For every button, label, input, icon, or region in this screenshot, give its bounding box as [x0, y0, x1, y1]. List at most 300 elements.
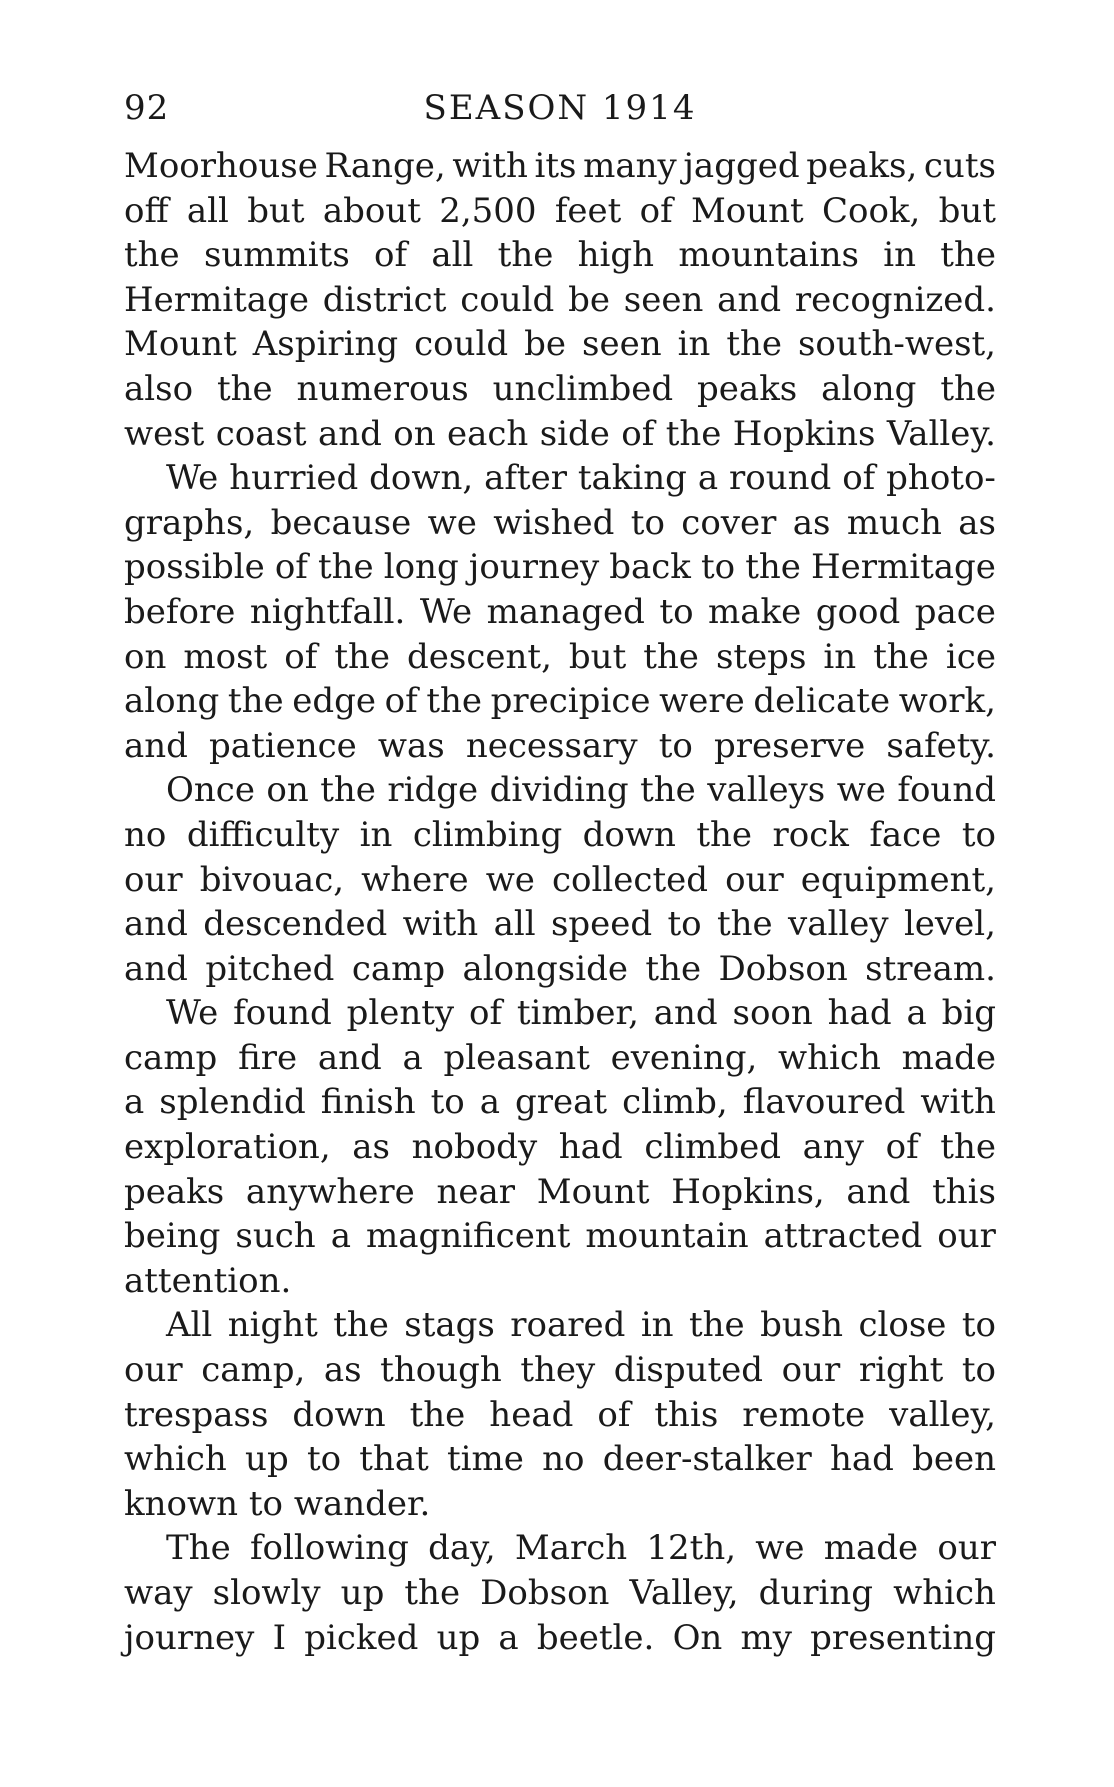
word: the: [497, 235, 554, 276]
word: the: [726, 324, 783, 365]
word: plenty: [346, 993, 455, 1034]
word: no: [124, 814, 167, 855]
word: was: [377, 725, 445, 766]
word: the: [688, 1305, 745, 1346]
word: district: [322, 279, 447, 320]
word: in: [823, 636, 857, 677]
word: the: [227, 681, 284, 722]
word: camp: [351, 948, 446, 989]
word: along: [124, 681, 220, 722]
word: mountain: [585, 1216, 749, 1257]
word: this: [932, 1171, 996, 1212]
text-line: [124, 1437, 996, 1482]
word: of: [885, 1127, 919, 1168]
word: as: [958, 502, 996, 543]
word: the: [696, 814, 753, 855]
word: could: [460, 279, 555, 320]
word: a: [697, 458, 719, 499]
word: any: [802, 1127, 864, 1168]
word: make: [708, 591, 802, 632]
word: our: [937, 1216, 996, 1257]
word: during: [758, 1573, 874, 1613]
word: big: [941, 993, 996, 1034]
word: had: [558, 1127, 623, 1168]
word: our: [937, 1528, 996, 1569]
word: a: [124, 1082, 145, 1123]
word: cover: [681, 502, 777, 543]
word: where: [361, 859, 469, 900]
word: equipment,: [800, 859, 996, 900]
text-line: [124, 412, 996, 457]
word: could: [414, 324, 509, 365]
text-line: [124, 1348, 996, 1393]
word: trespass: [124, 1394, 269, 1435]
word: Mount: [536, 1171, 650, 1212]
text-line: [124, 813, 996, 858]
text-line: [124, 858, 996, 903]
word: way: [124, 1573, 193, 1613]
word: delicate: [753, 681, 891, 722]
word: face: [869, 814, 942, 855]
word: a: [330, 1216, 351, 1257]
word: to: [659, 591, 694, 632]
word: a: [498, 1617, 519, 1658]
word: anywhere: [245, 1171, 415, 1212]
word: and: [124, 904, 188, 945]
word: down: [292, 1394, 386, 1435]
word: the: [873, 636, 929, 677]
word: were: [659, 681, 745, 722]
word: up: [245, 1439, 289, 1480]
word: great: [515, 1082, 608, 1123]
word: climbing: [412, 814, 563, 855]
word: with: [452, 146, 528, 186]
word: head: [489, 1394, 574, 1435]
text-line: [124, 947, 996, 992]
word: had: [829, 1439, 894, 1480]
word: feet: [554, 190, 622, 231]
word: graphs,: [124, 502, 255, 543]
word: descent,: [407, 636, 552, 677]
word: Valley,: [629, 1573, 739, 1613]
word: side: [539, 413, 610, 454]
word: to: [306, 1439, 342, 1480]
word: Valley.: [886, 413, 996, 454]
word: up: [436, 1617, 481, 1658]
word: cuts: [923, 146, 996, 186]
word: the: [333, 1305, 389, 1346]
word: roared: [510, 1305, 626, 1346]
word: flavoured: [742, 1082, 906, 1123]
word: of: [374, 235, 408, 276]
word: Hermitage: [810, 547, 996, 588]
word: my: [740, 1617, 792, 1658]
text-line: [124, 144, 996, 189]
text-line: [124, 1616, 996, 1661]
word: found: [897, 770, 996, 811]
word: but: [568, 636, 627, 677]
word: as: [323, 1350, 362, 1391]
text-line: [124, 189, 996, 234]
word: Aspiring: [252, 324, 399, 365]
word: 12th,: [646, 1528, 737, 1569]
word: Mount: [690, 190, 804, 231]
word: all: [431, 235, 474, 276]
word: but: [247, 190, 305, 231]
word: bivouac,: [199, 859, 345, 900]
word: of: [284, 636, 318, 677]
word: and: [124, 725, 188, 766]
word: wished: [493, 502, 615, 543]
word: alongside: [462, 948, 629, 989]
word: all: [493, 904, 536, 945]
text-line: [124, 501, 996, 546]
word: wander.: [293, 1483, 431, 1524]
word: the: [645, 948, 702, 989]
word: such: [235, 1216, 316, 1257]
word: presenting: [810, 1617, 996, 1658]
word: the: [745, 547, 801, 588]
word: to: [658, 725, 693, 766]
word: no: [542, 1439, 585, 1480]
text-line: [124, 367, 996, 412]
word: Cook,: [821, 190, 921, 231]
text-line: [124, 902, 996, 947]
word: the: [940, 1127, 996, 1168]
word: precipice: [490, 681, 651, 722]
word: following: [249, 1528, 409, 1569]
word: seen: [582, 324, 662, 365]
word: in: [677, 324, 711, 365]
word: pitched: [205, 948, 335, 989]
word: the: [940, 368, 996, 409]
text-line: [124, 991, 996, 1036]
word: after: [484, 458, 567, 499]
word: collected: [552, 859, 708, 900]
word: level,: [903, 904, 996, 945]
word: night: [227, 1305, 318, 1346]
word: high: [577, 235, 655, 276]
word: close: [858, 1305, 947, 1346]
word: the: [317, 547, 374, 588]
word: valley: [788, 904, 889, 945]
word: with: [920, 1082, 996, 1123]
word: nightfall.: [249, 591, 406, 632]
word: down,: [369, 458, 474, 499]
word: journey: [468, 547, 600, 588]
word: and: [846, 1171, 911, 1212]
word: because: [270, 502, 412, 543]
word: back: [609, 547, 691, 588]
word: before: [124, 591, 236, 632]
text-line: [124, 1259, 996, 1304]
word: beetle.: [536, 1617, 655, 1658]
word: in: [359, 814, 393, 855]
text-line: [124, 1571, 996, 1616]
word: on: [124, 636, 167, 677]
word: possible: [124, 547, 265, 588]
word: March: [514, 1528, 628, 1569]
word: ice: [945, 636, 996, 677]
word: safety.: [886, 725, 996, 766]
word: and: [717, 279, 782, 320]
word: the: [320, 770, 376, 811]
word: finish: [320, 1082, 416, 1123]
word: we: [836, 770, 886, 811]
word: and: [653, 993, 718, 1034]
text-line: [124, 590, 996, 635]
word: of: [384, 681, 418, 722]
word: camp: [124, 1037, 218, 1078]
word: valleys: [707, 770, 826, 811]
text-line: [124, 233, 996, 278]
word: its: [534, 146, 577, 186]
word: to: [667, 904, 702, 945]
word: the: [940, 235, 996, 276]
word: our: [124, 859, 183, 900]
word: edge: [292, 681, 376, 722]
word: up: [340, 1573, 385, 1613]
text-line: [124, 322, 996, 367]
word: on: [393, 413, 436, 454]
word: stream.: [865, 948, 996, 989]
word: 2,500: [439, 190, 537, 231]
word: the: [216, 368, 273, 409]
running-head: [124, 88, 996, 132]
word: along: [821, 368, 917, 409]
word: round: [729, 458, 832, 499]
word: being: [124, 1216, 221, 1257]
word: On: [672, 1617, 723, 1658]
word: Mount: [124, 324, 237, 365]
word: been: [912, 1439, 996, 1480]
word: and: [317, 413, 382, 454]
word: of: [274, 547, 308, 588]
word: a: [402, 1037, 423, 1078]
word: coast: [215, 413, 307, 454]
word: we: [427, 502, 477, 543]
word: made: [823, 1528, 919, 1569]
text-line: [124, 724, 996, 769]
word: of: [597, 1394, 631, 1435]
word: the: [640, 770, 696, 811]
word: the: [665, 413, 722, 454]
word: Range,: [324, 146, 446, 186]
word: to: [630, 502, 665, 543]
word: Once: [166, 770, 255, 811]
word: slowly: [212, 1573, 321, 1613]
word: We: [166, 993, 219, 1034]
word: patience: [209, 725, 357, 766]
word: of: [842, 458, 876, 499]
text-line: [124, 545, 996, 590]
word: the: [426, 681, 482, 722]
word: Dobson: [480, 1573, 610, 1613]
word: this: [654, 1394, 719, 1435]
word: descended: [203, 904, 388, 945]
word: attracted: [763, 1216, 923, 1257]
word: The: [166, 1528, 231, 1569]
word: also: [124, 368, 194, 409]
word: We: [166, 458, 219, 499]
text-line: [124, 1303, 996, 1348]
word: fire: [238, 1037, 298, 1078]
word: a: [906, 993, 927, 1034]
word: which: [893, 1573, 996, 1613]
word: I: [272, 1617, 287, 1658]
text-line: [124, 1080, 996, 1125]
word: managed: [486, 591, 645, 632]
word: the: [717, 904, 773, 945]
word: near: [436, 1171, 516, 1212]
word: which: [124, 1439, 227, 1480]
word: had: [827, 993, 892, 1034]
word: to: [248, 1483, 283, 1524]
word: the: [643, 636, 699, 677]
word: on: [266, 770, 309, 811]
word: necessary: [465, 725, 638, 766]
text-line: [124, 1214, 996, 1259]
word: as: [352, 1127, 390, 1168]
running-title: SEASON 1914: [423, 88, 697, 128]
word: we: [485, 859, 535, 900]
word: jagged: [683, 146, 800, 186]
word: We: [419, 591, 473, 632]
word: All: [166, 1305, 213, 1346]
word: exploration,: [124, 1127, 331, 1168]
word: dividing: [489, 770, 629, 811]
text-line: [124, 456, 996, 501]
word: nobody: [411, 1127, 538, 1168]
word: mountains: [678, 235, 859, 276]
word: as: [792, 502, 831, 543]
word: taking: [577, 458, 687, 499]
text-line: [124, 1036, 996, 1081]
text-line: [124, 768, 996, 813]
word: the: [404, 1573, 461, 1613]
word: peaks: [697, 368, 798, 409]
word: peaks,: [806, 146, 918, 186]
word: speed: [550, 904, 653, 945]
word: photo-: [886, 458, 996, 499]
word: to: [961, 1350, 996, 1391]
word: found: [233, 993, 332, 1034]
word: difficulty: [186, 814, 340, 855]
word: our: [781, 1350, 841, 1391]
text-line: [124, 1170, 996, 1215]
word: our: [124, 1350, 183, 1391]
word: climbed: [644, 1127, 781, 1168]
word: deer-stalker: [602, 1439, 812, 1480]
word: Dobson: [718, 948, 848, 989]
word: they: [520, 1350, 596, 1391]
word: journey: [124, 1617, 255, 1658]
word: west: [124, 413, 205, 454]
word: right: [858, 1350, 944, 1391]
word: we: [755, 1528, 805, 1569]
word: in: [883, 235, 917, 276]
word: the: [124, 235, 180, 276]
body-text: [124, 144, 996, 1660]
word: known: [124, 1483, 238, 1524]
text-line: [124, 1482, 996, 1527]
word: to: [961, 814, 996, 855]
word: Hopkins,: [671, 1171, 825, 1212]
word: day,: [428, 1528, 496, 1569]
word: down: [582, 814, 676, 855]
word: that: [359, 1439, 429, 1480]
word: to: [961, 1305, 996, 1346]
word: most: [183, 636, 268, 677]
word: of: [639, 190, 673, 231]
word: valley,: [889, 1394, 996, 1435]
word: about: [322, 190, 421, 231]
word: with: [402, 904, 479, 945]
word: recognized.: [794, 279, 996, 320]
word: a: [479, 1082, 501, 1123]
word: long: [383, 547, 459, 588]
text-line: [124, 679, 996, 724]
word: ridge: [387, 770, 479, 811]
word: our: [725, 859, 784, 900]
text-line: [124, 1393, 996, 1438]
word: peaks: [124, 1171, 225, 1212]
word: and: [317, 1037, 382, 1078]
word: Hopkins: [732, 413, 876, 454]
word: many: [583, 146, 677, 186]
word: disputed: [613, 1350, 764, 1391]
word: and: [124, 948, 188, 989]
word: unclimbed: [492, 368, 674, 409]
word: which: [778, 1037, 881, 1078]
word: all: [186, 190, 229, 231]
word: Moorhouse: [124, 146, 318, 186]
word: much: [846, 502, 942, 543]
text-line: [124, 1526, 996, 1571]
word: steps: [715, 636, 807, 677]
word: camp,: [201, 1350, 306, 1391]
word: splendid: [159, 1082, 306, 1123]
word: preserve: [713, 725, 866, 766]
word: of: [621, 413, 655, 454]
word: to: [700, 547, 736, 588]
word: the: [334, 636, 390, 677]
word: stags: [404, 1305, 495, 1346]
word: though: [380, 1350, 502, 1391]
word: magnificent: [365, 1216, 571, 1257]
word: picked: [304, 1617, 419, 1658]
word: Hermitage: [124, 279, 309, 320]
word: numerous: [296, 368, 469, 409]
word: each: [447, 413, 529, 454]
word: summits: [203, 235, 350, 276]
word: attention.: [124, 1260, 292, 1301]
word: soon: [732, 993, 813, 1034]
word: pleasant: [443, 1037, 590, 1078]
text-line: [124, 1125, 996, 1170]
word: seen: [623, 279, 704, 320]
book-page: [124, 88, 996, 1660]
text-line: [124, 278, 996, 323]
word: be: [568, 279, 610, 320]
word: bush: [760, 1305, 844, 1346]
word: pace: [914, 591, 996, 632]
word: south-west,: [797, 324, 996, 365]
word: good: [815, 591, 901, 632]
word: be: [524, 324, 567, 365]
word: of: [468, 993, 503, 1034]
word: in: [640, 1305, 674, 1346]
